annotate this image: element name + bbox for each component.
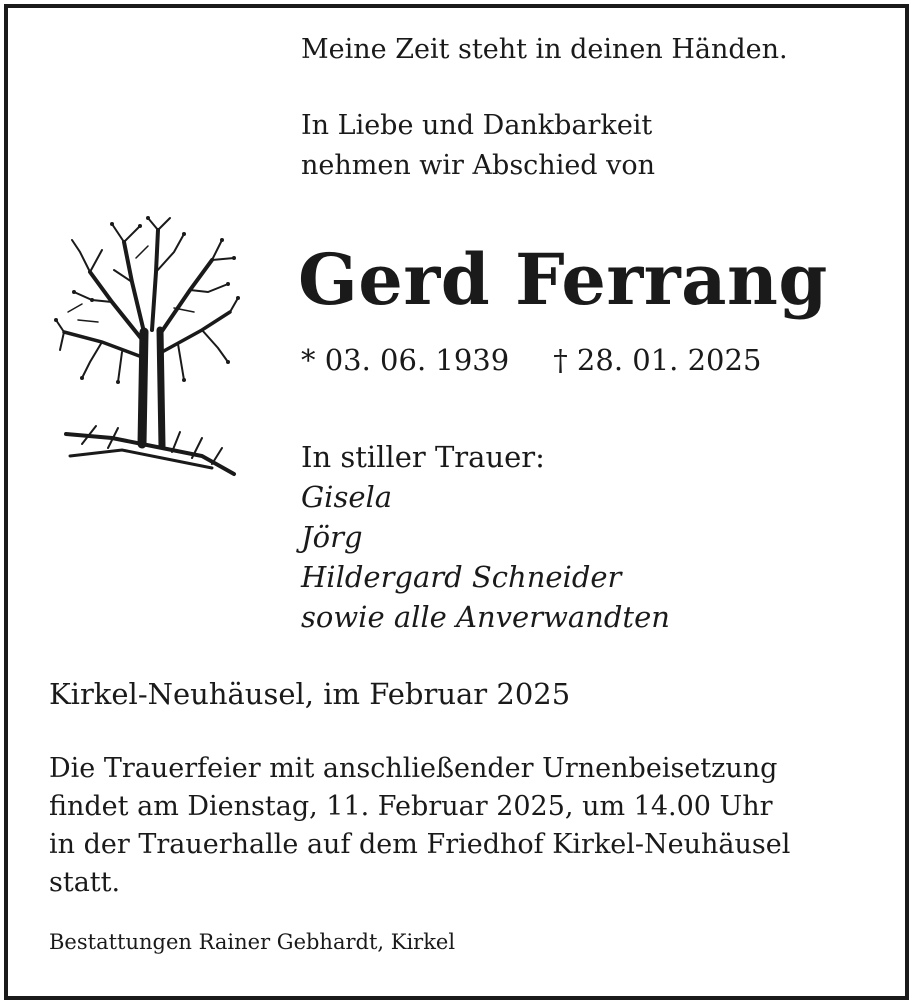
mourners-block xyxy=(301,437,670,637)
spacer xyxy=(301,70,788,106)
mourner-name: Gisela xyxy=(301,480,393,514)
deceased-name: Gerd Ferrang xyxy=(298,238,828,321)
mourners-heading: In stiller Trauer: xyxy=(301,440,545,474)
undertaker: Bestattungen Rainer Gebhardt, Kirkel xyxy=(49,930,456,954)
ceremony-line: findet am Dienstag, 11. Februar 2025, um 14.00 Uhr xyxy=(49,791,773,822)
motto: Meine Zeit steht in deinen Händen. xyxy=(301,34,788,65)
intro-line-2: nehmen wir Abschied von xyxy=(301,150,656,181)
intro-line-1: In Liebe und Dankbarkeit xyxy=(301,110,653,141)
mourner-name: Jörg xyxy=(301,520,363,554)
death-date: † 28. 01. 2025 xyxy=(553,343,762,377)
tree-icon xyxy=(52,212,242,482)
birth-date: * 03. 06. 1939 xyxy=(301,343,510,377)
mourner-name: Hildergard Schneider xyxy=(301,560,622,594)
mourner-name: sowie alle Anverwandten xyxy=(301,600,670,634)
intro-text xyxy=(301,30,788,186)
ceremony-line: Die Trauerfeier mit anschließender Urnenbeisetzung xyxy=(49,753,778,784)
life-dates xyxy=(301,340,761,380)
ceremony-line: in der Trauerhalle auf dem Friedhof Kirkel-Neuhäusel xyxy=(49,829,791,860)
ceremony-line: statt. xyxy=(49,867,121,898)
place-date: Kirkel-Neuhäusel, im Februar 2025 xyxy=(49,677,571,711)
ceremony-info xyxy=(49,750,790,902)
